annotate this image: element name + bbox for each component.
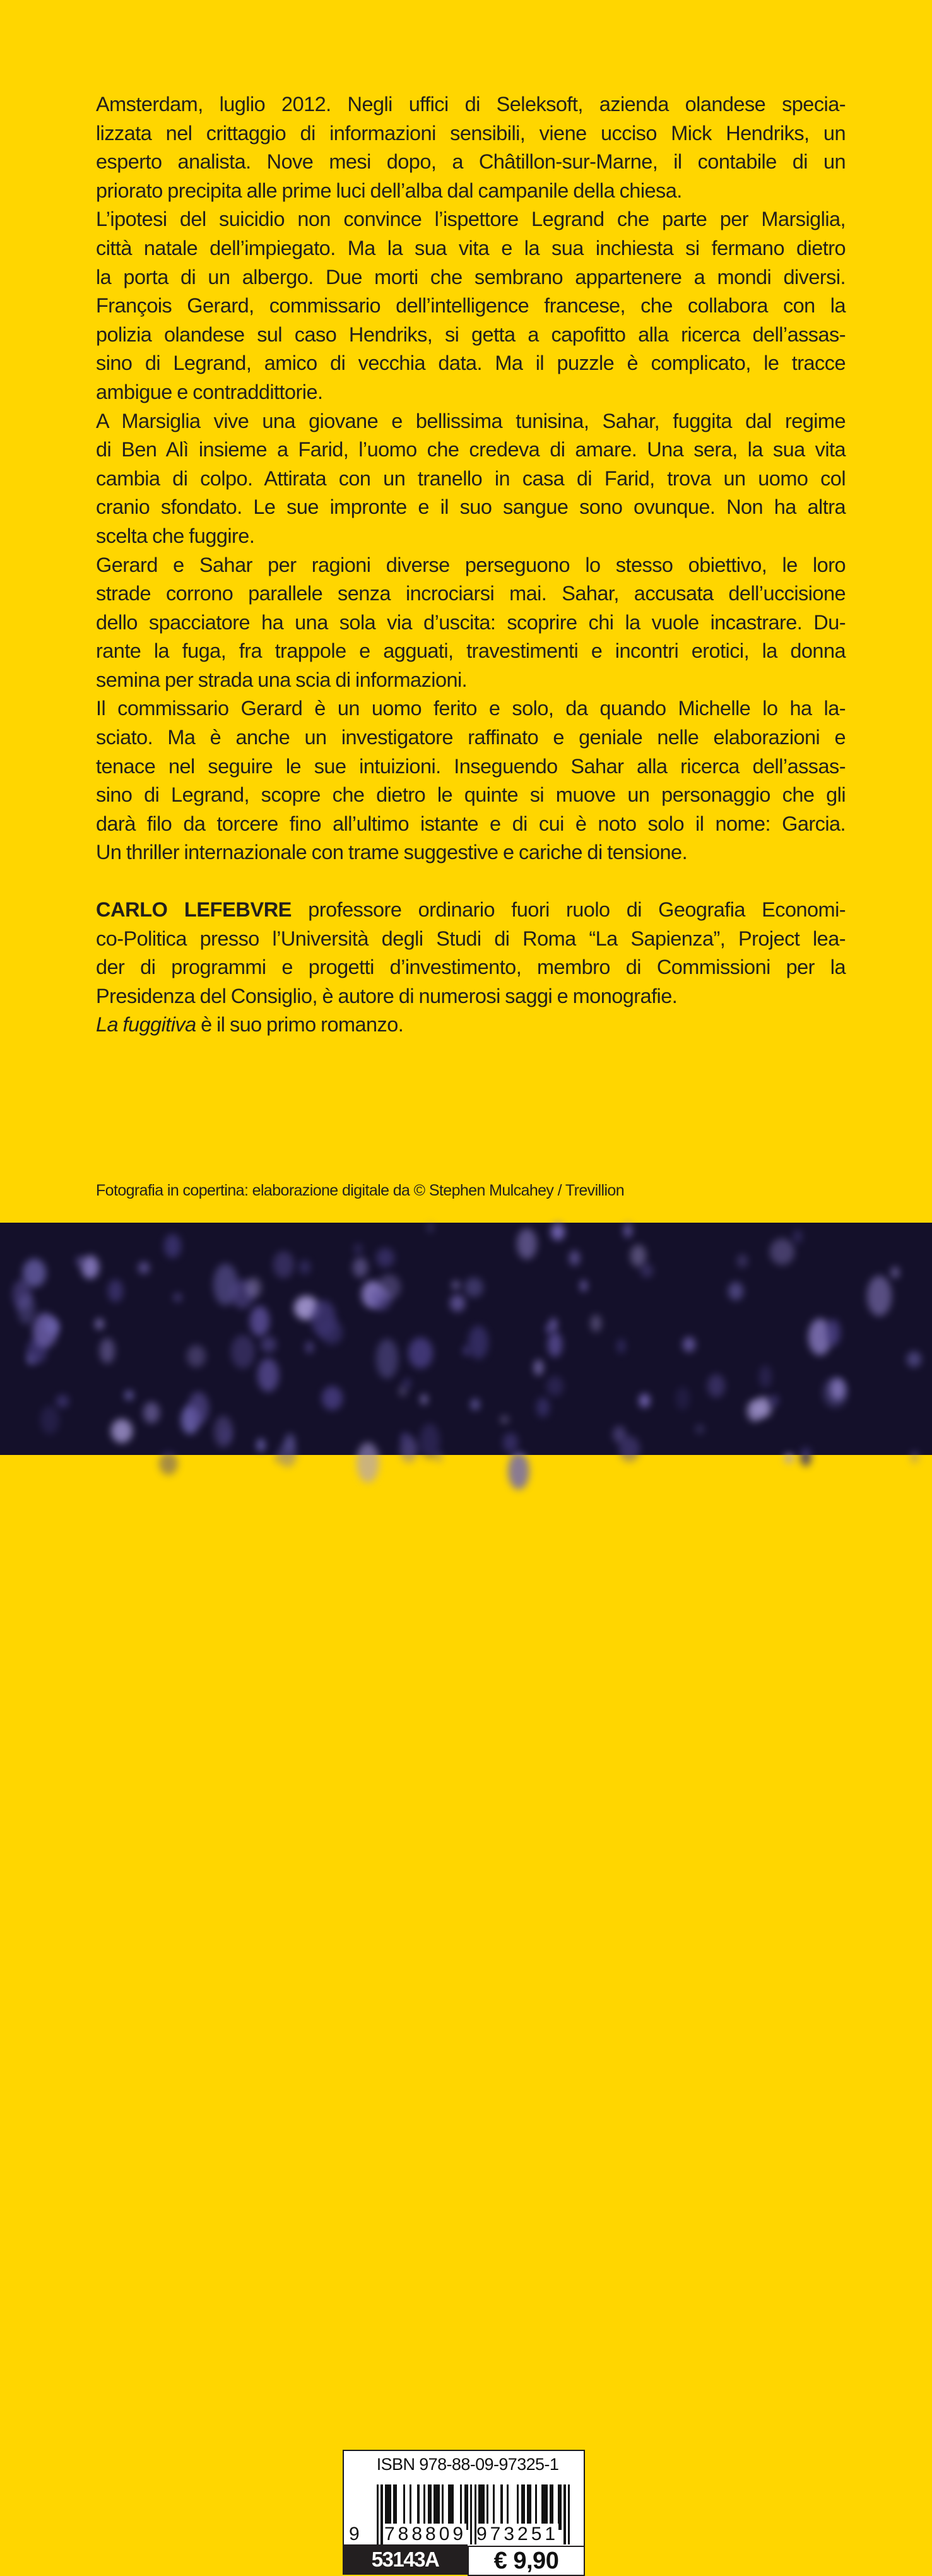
synopsis-line: ambigue e contraddittorie.: [96, 380, 323, 403]
bokeh-light: [452, 1281, 460, 1290]
author-bio: [96, 896, 846, 1040]
bokeh-light: [376, 1339, 398, 1378]
bokeh-light: [617, 1339, 626, 1353]
bokeh-light: [536, 1398, 550, 1418]
synopsis-line: priorato precipita alle prime luci dell’alba dal campanile della chiesa.: [96, 179, 682, 202]
bokeh-light: [623, 1223, 632, 1238]
bokeh-light: [285, 1433, 295, 1451]
bokeh-light: [56, 1395, 69, 1408]
synopsis-line: cambia di colpo. Attirata con un tranello in casa di Farid, trova un uomo col: [96, 466, 846, 490]
synopsis-line: la porta di un albergo. Due morti che sembrano appartenere a mondi diversi.: [96, 265, 846, 288]
bokeh-light: [401, 1432, 410, 1443]
bokeh-light: [44, 1319, 59, 1334]
ean-left-group: 788809: [384, 2524, 467, 2544]
isbn-label: ISBN 978-88-09-97325-1: [376, 2455, 559, 2474]
synopsis-line: L’ipotesi del suicidio non convince l’ispettore Legrand che parte per Marsiglia,: [96, 208, 846, 231]
barcode-bar: [377, 2484, 379, 2544]
bokeh-light: [548, 1332, 563, 1357]
bokeh-light: [164, 1234, 181, 1257]
bokeh-light: [353, 1257, 368, 1278]
synopsis-line: sino di Legrand, amico di vecchia data. Ma il puzzle è complicato, le tracce: [96, 352, 846, 375]
bokeh-light: [551, 1223, 565, 1240]
synopsis-paragraph: [96, 205, 846, 407]
bokeh-light: [867, 1276, 892, 1316]
bokeh-light: [408, 1338, 433, 1368]
bokeh-light: [222, 1428, 230, 1442]
first-novel-line: [96, 1011, 846, 1040]
synopsis-line: Gerard e Sahar per ragioni diverse perseguono lo stesso obiettivo, le loro: [96, 553, 846, 576]
synopsis-line: François Gerard, commissario dell’intelligence francese, che collabora con la: [96, 294, 846, 318]
author-bio-line: Presidenza del Consiglio, è autore di numerosi saggi e monografie.: [96, 984, 678, 1007]
synopsis-line: cranio sfondato. Le sue impronte e il suo sangue sono ovunque. Non ha altra: [96, 496, 846, 519]
book-title: La fuggitiva: [96, 1013, 196, 1036]
bokeh-light: [550, 1318, 557, 1331]
bokeh-light: [23, 1259, 46, 1287]
photo-credit: Fotografia in copertina: elaborazione digitale da © Stephen Mulcahey / Trevillion: [96, 1182, 625, 1199]
synopsis-text-block: [96, 90, 846, 1040]
author-bio-line: co-Politica presso l’Università degli Studi di Roma “La Sapienza”, Project lea-: [96, 927, 846, 950]
bokeh-light: [500, 1416, 508, 1424]
synopsis-line: di Ben Alì insieme a Farid, l’uomo che credeva di amare. Una sera, la sua vita: [96, 438, 846, 461]
synopsis: [96, 90, 846, 867]
cover-photo-bokeh: [0, 1223, 932, 2574]
synopsis-paragraph: [96, 551, 846, 695]
bokeh-light: [100, 1338, 115, 1363]
bokeh-light: [299, 1260, 310, 1274]
bokeh-light: [18, 1295, 35, 1324]
bokeh-light: [728, 1282, 743, 1300]
bokeh-light: [755, 1397, 772, 1418]
barcode-bar: [380, 2484, 382, 2544]
bokeh-light: [159, 1452, 178, 1475]
bokeh-light: [403, 1379, 411, 1389]
bokeh-light: [40, 1406, 60, 1434]
synopsis-line: polizia olandese sul caso Hendriks, si getta a capofitto alla ricerca dell’assas-: [96, 323, 846, 346]
bokeh-light: [639, 1394, 649, 1408]
barcode-sticker: [343, 2450, 585, 2573]
bokeh-light: [737, 1254, 748, 1267]
synopsis-paragraph: [96, 90, 846, 205]
bokeh-light: [421, 1394, 427, 1404]
bokeh-light: [257, 1439, 265, 1452]
bokeh-light: [261, 1336, 276, 1353]
back-cover-yellow-panel: [0, 0, 932, 1223]
barcode-bar: [563, 2484, 565, 2544]
bokeh-light: [246, 1278, 261, 1298]
bokeh-light: [534, 1360, 543, 1375]
synopsis-line: A Marsiglia vive una giovane e bellissima tunisina, Sahar, fuggita dal regime: [96, 409, 846, 432]
bokeh-light: [187, 1345, 206, 1367]
bokeh-light: [770, 1238, 794, 1265]
bokeh-light: [188, 1392, 209, 1425]
bokeh-light: [108, 1279, 124, 1302]
bokeh-light: [376, 1248, 394, 1267]
bokeh-light: [759, 1365, 772, 1388]
author-bio-line: der di programmi e progetti d’investimento, membro di Commissioni per la: [96, 956, 846, 979]
synopsis-line: scelta che fuggire.: [96, 524, 255, 547]
barcode-bar: [470, 2484, 472, 2544]
synopsis-line: sino di Legrand, scopre che dietro le quinte si muove un personaggio che gli: [96, 783, 846, 807]
bokeh-light: [683, 1337, 695, 1352]
bokeh-light: [619, 1436, 640, 1462]
first-novel-text: è il suo primo romanzo.: [196, 1013, 404, 1036]
bokeh-light: [273, 1251, 294, 1278]
bokeh-light: [800, 1447, 811, 1466]
bokeh-light: [830, 1379, 846, 1400]
bokeh-light: [546, 1376, 563, 1396]
bokeh-light: [793, 1230, 802, 1243]
synopsis-line: esperto analista. Nove mesi dopo, a Châtillon-sur-Marne, il contabile di un: [96, 150, 846, 174]
bokeh-light: [305, 1341, 314, 1353]
synopsis-line: lizzata nel crittaggio di informazioni sensibili, viene ucciso Mick Hendriks, un: [96, 121, 846, 145]
bokeh-light: [357, 1442, 380, 1483]
synopsis-line: sciato. Ma è anche un investigatore raffinato e geniale nelle elaborazioni e: [96, 726, 846, 749]
bokeh-light: [907, 1351, 921, 1367]
bokeh-light: [911, 1451, 919, 1463]
bokeh-light: [464, 1278, 483, 1298]
bokeh-light: [826, 1319, 841, 1346]
bokeh-light: [111, 1419, 133, 1443]
bokeh-light: [695, 1425, 704, 1433]
synopsis-line: rante la fuga, fra trappole e agguati, travestimenti e incontri erotici, la donna: [96, 639, 846, 663]
bokeh-light: [435, 1452, 443, 1462]
bokeh-light: [581, 1280, 587, 1291]
bokeh-light: [784, 1454, 794, 1463]
bokeh-light: [231, 1335, 254, 1368]
author-bio-text: professore ordinario fuori ruolo di Geografia Economi-: [292, 898, 846, 922]
bokeh-light: [569, 1250, 580, 1266]
bokeh-light: [591, 1315, 601, 1332]
bokeh-light: [770, 1395, 779, 1406]
bokeh-light: [676, 1387, 690, 1410]
price-row: [343, 2544, 585, 2575]
synopsis-line: Un thriller internazionale con trame suggestive e cariche di tensione.: [96, 841, 688, 864]
bokeh-light: [377, 1274, 401, 1300]
author-bio-line: [96, 896, 846, 925]
price: € 9,90: [468, 2546, 585, 2576]
ean-right-group: 973251: [476, 2524, 559, 2544]
bokeh-light: [125, 1391, 133, 1400]
ean-first-digit: 9: [349, 2524, 363, 2544]
bokeh-light: [138, 1262, 149, 1274]
bokeh-light: [891, 1267, 900, 1278]
bokeh-light: [321, 1320, 343, 1345]
synopsis-line: Il commissario Gerard è un uomo ferito e solo, da quando Michelle lo ha la-: [96, 697, 846, 720]
barcode-bar: [568, 2484, 570, 2544]
bokeh-light: [503, 1433, 517, 1452]
bokeh-light: [143, 1402, 160, 1423]
bokeh-light: [471, 1399, 480, 1410]
bokeh-light: [95, 1319, 103, 1329]
bokeh-light: [707, 1374, 725, 1398]
author-name: CARLO LEFEBVRE: [96, 898, 292, 922]
bokeh-light: [640, 1264, 653, 1278]
bokeh-light: [517, 1228, 537, 1259]
synopsis-line: Amsterdam, luglio 2012. Negli uffici di Seleksoft, azienda olandese specia-: [96, 93, 846, 116]
synopsis-line: strade corrono parallele senza incrociarsi mai. Sahar, accusata dell’uccisione: [96, 582, 846, 605]
bokeh-light: [450, 1295, 465, 1312]
synopsis-paragraph: [96, 694, 846, 867]
bokeh-light: [468, 1326, 489, 1359]
synopsis-paragraph: [96, 407, 846, 551]
bokeh-light: [354, 1243, 362, 1254]
bokeh-light: [81, 1255, 99, 1279]
bokeh-light: [250, 1306, 270, 1336]
synopsis-line: darà filo da torcere fino all’ultimo istante e di cui è noto solo il nome: Garcia.: [96, 812, 846, 835]
bokeh-light: [427, 1223, 434, 1232]
synopsis-line: tenace nel seguire le sue intuizioni. Inseguendo Sahar alla ricerca dell’assas-: [96, 754, 846, 778]
bokeh-light: [630, 1245, 646, 1266]
product-code: 53143A: [343, 2544, 468, 2575]
bokeh-light: [322, 1386, 343, 1410]
synopsis-line: semina per strada una scia di informazioni.: [96, 668, 468, 691]
synopsis-line: città natale dell’impiegato. Ma la sua vita e la sua inchiesta si fermano dietro: [96, 236, 846, 259]
bokeh-light: [257, 1358, 279, 1392]
bokeh-light: [174, 1293, 181, 1302]
synopsis-line: dello spacciatore ha una sola via d’uscita: scoprire chi la vuole incastrare. Du-: [96, 610, 846, 634]
bokeh-light: [508, 1452, 529, 1489]
